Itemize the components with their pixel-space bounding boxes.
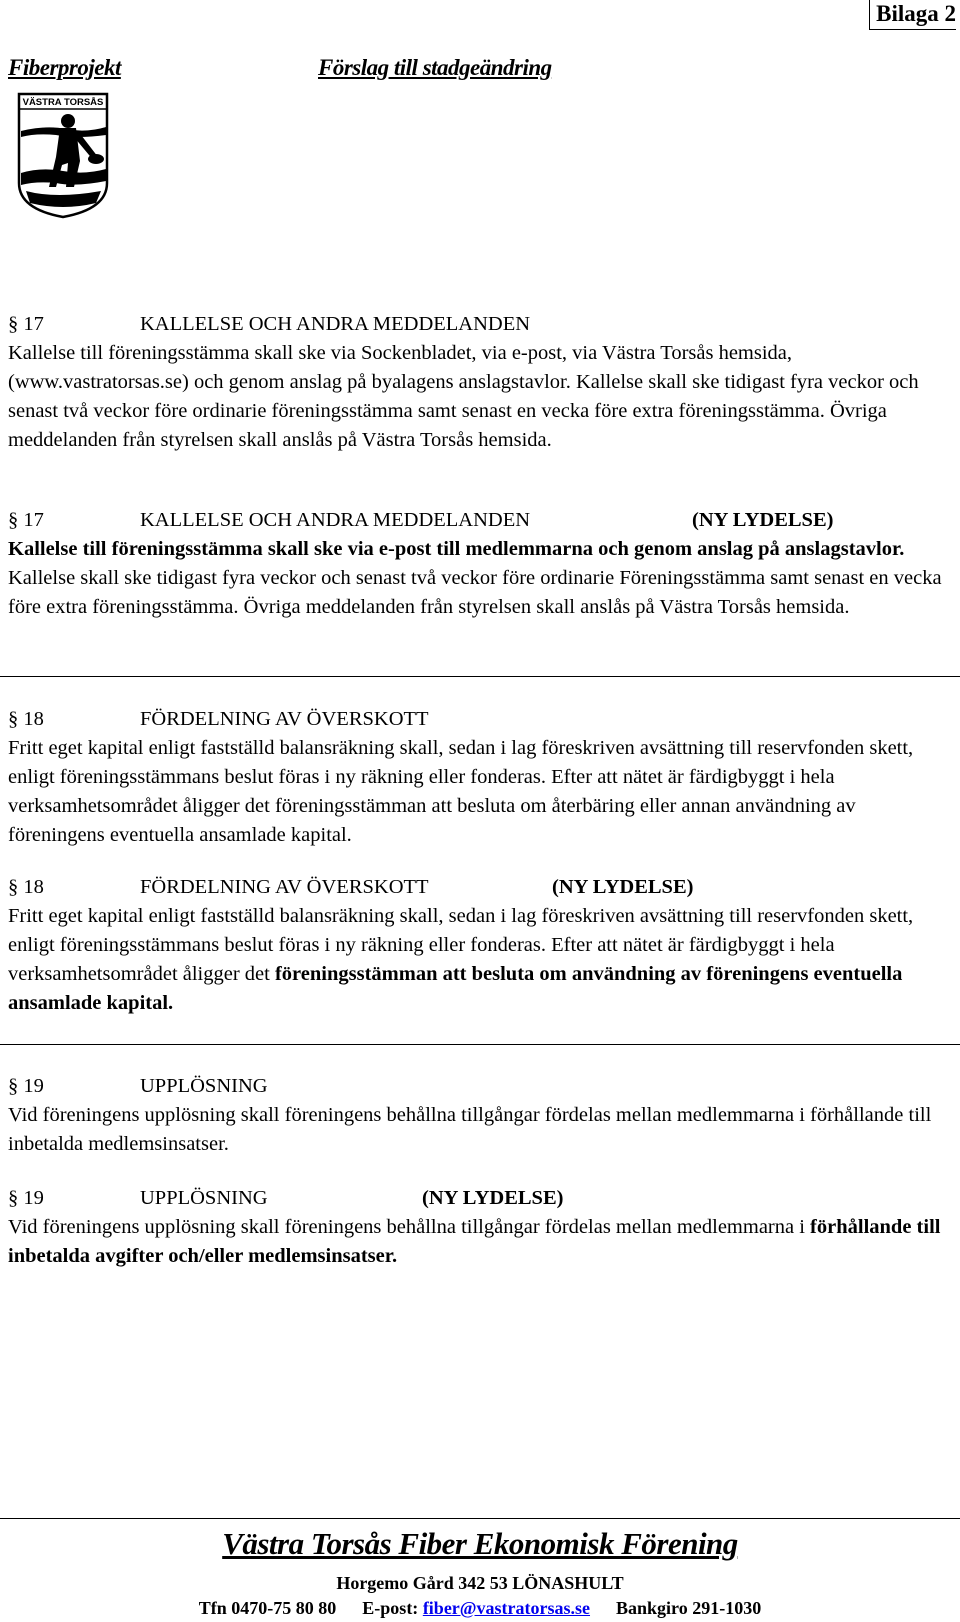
divider <box>0 676 960 677</box>
section-body: Vid föreningens upplösning skall föreningens behållna tillgångar fördelas mellan medlemmarna i förhållande till inbetalda medlemsinsatser. <box>8 1104 932 1155</box>
section-body: Fritt eget kapital enligt fastställd balansräkning skall, sedan i lag föreskriven avsättning till reservfonden skett, enligt föreningsstämmans beslut föras i ny räkning eller fonderas. Efter att nätet är färdigbyggt i hela verksamhetsområdet åligger det föreningsstämman att besluta om återbäring eller annan användning av föreningens eventuella ansamlade kapital. <box>8 737 914 846</box>
footer-organization: Västra Torsås Fiber Ekonomisk Förening <box>222 1526 738 1561</box>
body-plain: Fritt eget kapital enligt fastställd balansräkning skall, sedan i lag föreskriven avsättning till reservfonden skett, enligt föreningsstämmans beslut föras i ny räkning eller fonderas. Efter att nätet är färdigbyggt i hela verksamhetsområdet åligger det <box>8 905 914 985</box>
section-19-new <box>8 1184 950 1271</box>
section-number: § 17 <box>8 313 44 335</box>
footer-bankgiro: Bankgiro 291-1030 <box>616 1598 762 1618</box>
section-heading <box>8 1072 950 1101</box>
body-bold: förhållande till inbetalda avgifter och/eller medlemsinsatser. <box>8 1216 941 1267</box>
body-bold: Kallelse till föreningsstämma skall ske via e-post till medlemmarna och genom anslag på anslagstavlor. <box>8 538 905 560</box>
footer-email-label: E-post: <box>362 1598 419 1618</box>
section-title: KALLELSE OCH ANDRA MEDDELANDEN <box>140 313 531 335</box>
vastra-torsas-logo <box>16 91 110 219</box>
section-title: UPPLÖSNING <box>140 1075 268 1097</box>
section-heading <box>8 506 950 535</box>
logo-text: VÄSTRA TORSÅS <box>22 97 104 108</box>
section-title: UPPLÖSNING <box>140 1187 268 1209</box>
section-18-original <box>8 705 950 850</box>
section-body: Kallelse till föreningsstämma skall ske via Sockenbladet, via e-post, via Västra Torsås hemsida, (www.vastratorsas.se) och genom anslag på byalagens anslagstavlor. Kallelse skall ske tidigast fyra veckor och senast två veckor före ordinarie föreningsstämma samt senast en vecka före extra föreningsstämma. Övriga meddelanden från styrelsen skall anslås på Västra Torsås hemsida. <box>8 342 919 451</box>
section-heading <box>8 705 950 734</box>
footer-divider <box>0 1518 960 1519</box>
section-title: FÖRDELNING AV ÖVERSKOTT <box>140 708 429 730</box>
footer-email-link[interactable]: fiber@vastratorsas.se <box>422 1598 591 1618</box>
section-title: FÖRDELNING AV ÖVERSKOTT <box>140 876 429 898</box>
project-name: Fiberprojekt <box>8 55 121 80</box>
document-title: Förslag till stadgeändring <box>318 55 552 80</box>
divider <box>0 1044 960 1045</box>
footer-phone: Tfn 0470-75 80 80 <box>198 1598 337 1618</box>
section-number: § 17 <box>8 509 44 531</box>
section-17-new <box>8 506 950 622</box>
section-17-original <box>8 310 950 455</box>
section-title: KALLELSE OCH ANDRA MEDDELANDEN <box>140 509 531 531</box>
section-heading <box>8 873 950 902</box>
section-18-new <box>8 873 950 1018</box>
new-wording-tag: (NY LYDELSE) <box>552 876 694 898</box>
section-body <box>8 902 950 1018</box>
body-plain: Kallelse skall ske tidigast fyra veckor och senast två veckor före ordinarie Föreningsstämma samt senast en vecka före extra föreningsstämma. Övriga meddelanden från styrelsen skall anslås på Västra Torsås hemsida. <box>8 567 942 618</box>
section-body <box>8 1213 950 1271</box>
section-19-original <box>8 1072 950 1159</box>
attachment-label: Bilaga 2 <box>869 0 956 30</box>
new-wording-tag: (NY LYDELSE) <box>692 509 834 531</box>
section-number: § 19 <box>8 1075 44 1097</box>
new-wording-tag: (NY LYDELSE) <box>422 1187 564 1209</box>
section-number: § 18 <box>8 708 44 730</box>
footer-address: Horgemo Gård 342 53 LÖNASHULT <box>336 1573 624 1593</box>
body-plain: Vid föreningens upplösning skall föreningens behållna tillgångar fördelas mellan medlemmarna i <box>8 1216 811 1238</box>
section-body <box>8 535 950 622</box>
section-heading <box>8 1184 950 1213</box>
body-bold: föreningsstämman att besluta om användning av föreningens eventuella ansamlade kapital. <box>8 963 903 1014</box>
footer-contact <box>0 1598 960 1619</box>
section-heading <box>8 310 950 339</box>
section-number: § 19 <box>8 1187 44 1209</box>
section-number: § 18 <box>8 876 44 898</box>
